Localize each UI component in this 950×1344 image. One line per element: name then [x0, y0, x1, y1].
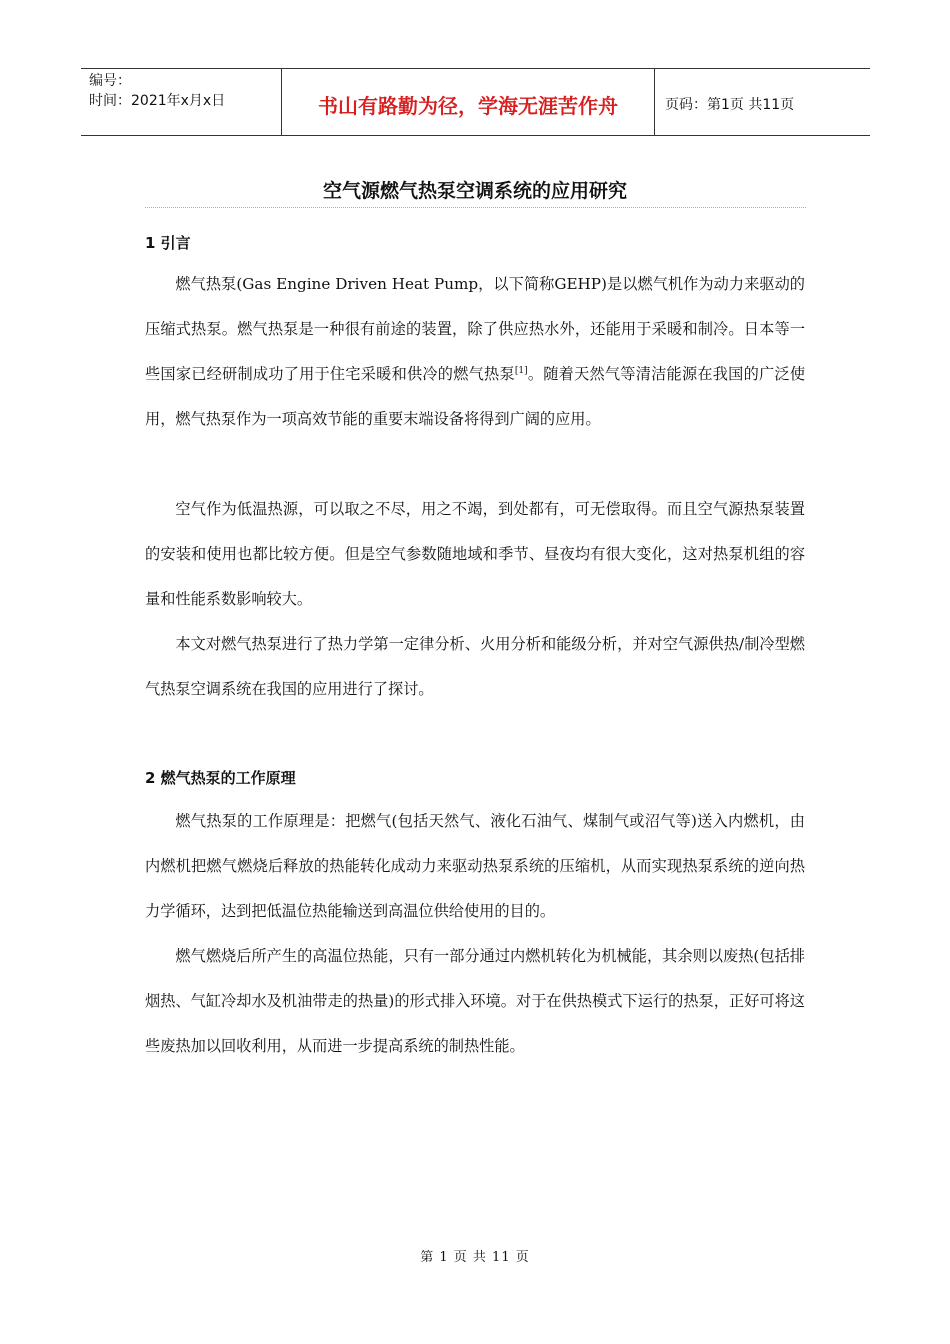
header-meta-cell — [81, 69, 282, 135]
paragraph-principle-1: 燃气热泵的工作原理是：把燃气(包括天然气、液化石油气、煤制气或沼气等)送入内燃机，由内燃机把燃气燃烧后释放的热能转化成动力来驱动热泵系统的压缩机，从而实现热泵系统的逆向热力学循环，达到把低温位热能输送到高温位供给使用的目的。 — [145, 812, 805, 920]
paragraph-intro-3: 本文对燃气热泵进行了热力学第一定律分析、火用分析和能级分析，并对空气源供热/制冷型燃气热泵空调系统在我国的应用进行了探讨。 — [145, 635, 805, 698]
document-number-label: 编号： — [89, 73, 131, 89]
title-divider — [145, 207, 806, 208]
paragraph-principle-2: 燃气燃烧后所产生的高温位热能，只有一部分通过内燃机转化为机械能，其余则以废热(包括排烟热、气缸冷却水及机油带走的热量)的形式排入环境。对于在供热模式下运行的热泵，正好可将这些废热加以回收利用，从而进一步提高系统的制热性能。 — [145, 947, 805, 1055]
citation-ref: [1] — [514, 365, 528, 376]
section-heading-working-principle: 2 燃气热泵的工作原理 — [145, 769, 296, 787]
header-motto: 书山有路勤为径，学海无涯苦作舟 — [282, 69, 655, 135]
header-table — [81, 68, 870, 136]
section-heading-introduction: 1 引言 — [145, 234, 191, 252]
paragraph-intro-2: 空气作为低温热源，可以取之不尽，用之不竭，到处都有，可无偿取得。而且空气源热泵装置的安装和使用也都比较方便。但是空气参数随地域和季节、昼夜均有很大变化，这对热泵机组的容量和性能系数影响较大。 — [145, 500, 805, 608]
paragraph-intro-1: 燃气热泵(Gas Engine Driven Heat Pump，以下简称GEHP)是以燃气机作为动力来驱动的压缩式热泵。燃气热泵是一种很有前途的装置，除了供应热水外，还能用于采暖和制冷。日本等一些国家已经研制成功了用于住宅采暖和供冷的燃气热泵[1]。随着天然气等清洁能源在我国的广泛使用，燃气热泵作为一项高效节能的重要末端设备将得到广阔的应用。 — [145, 275, 806, 428]
document-title: 空气源燃气热泵空调系统的应用研究 — [322, 180, 627, 202]
document-time-label: 时间：2021年x月x日 — [89, 93, 226, 109]
header-page-info: 页码：第1页 共11页 — [665, 97, 795, 113]
page-footer: 第 1 页 共 11 页 — [420, 1250, 530, 1265]
